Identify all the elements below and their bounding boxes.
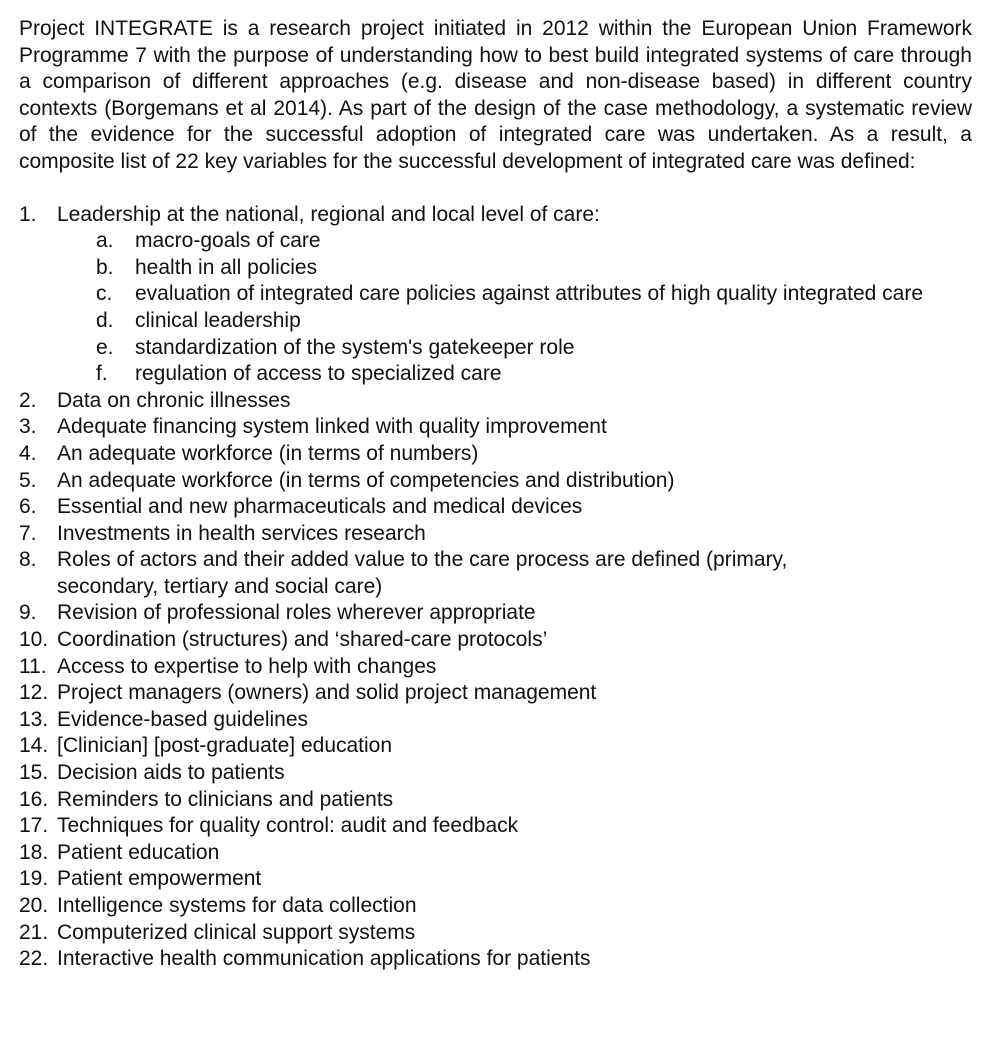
list-item (19, 547, 976, 600)
item-number: 16. (19, 787, 49, 811)
item-text: Evidence-based guidelines (57, 707, 309, 731)
sub-item-letter: f. (96, 362, 108, 386)
list-item (19, 494, 976, 521)
item-number: 22. (19, 947, 49, 971)
item-number: 4. (19, 441, 37, 465)
sub-list-item (96, 361, 976, 388)
sub-item-letter: a. (96, 229, 114, 253)
item-text: Project managers (owners) and solid project management (57, 681, 597, 705)
sub-item-letter: c. (96, 282, 113, 306)
item-text: Techniques for quality control: audit and feedback (57, 814, 519, 838)
list-item (19, 388, 976, 415)
item-text: Patient empowerment (57, 867, 262, 891)
sub-item-text: health in all policies (135, 255, 318, 279)
item-text: Access to expertise to help with changes (57, 654, 437, 678)
item-number: 1. (19, 202, 37, 226)
item-number: 19. (19, 867, 49, 891)
sub-list-item (96, 281, 976, 308)
list-item (19, 733, 976, 760)
item-text: An adequate workforce (in terms of numbers) (57, 441, 479, 465)
item-text: Patient education (57, 840, 220, 864)
list-item (19, 760, 976, 787)
item-number: 11. (19, 654, 47, 678)
item-number: 3. (19, 415, 37, 439)
list-item (19, 441, 976, 468)
item-text: Data on chronic illnesses (57, 388, 291, 412)
intro-paragraph: Project INTEGRATE is a research project initiated in 2012 within the European Union Framework Programme 7 with the purpose of understanding how to best build integrated systems of care through a comparison of different approaches (e.g. disease and non-disease based) in different country contexts (Borgemans et al 2014). As part of the design of the case methodology, a systematic review of the evidence for the successful adoption of integrated care was undertaken. As a result, a composite list of 22 key variables for the successful development of integrated care was defined: (19, 17, 972, 173)
list-item (19, 787, 976, 814)
list-item (19, 414, 976, 441)
list-item (19, 920, 976, 947)
list-item (19, 627, 976, 654)
item-text: Decision aids to patients (57, 761, 285, 785)
item-number: 7. (19, 521, 37, 545)
list-item (19, 468, 976, 495)
item-text: Investments in health services research (57, 521, 426, 545)
item-text: Coordination (structures) and ‘shared-care protocols’ (57, 628, 548, 652)
item-text: Essential and new pharmaceuticals and medical devices (57, 495, 583, 519)
item-number: 10. (19, 628, 49, 652)
list-item (19, 866, 976, 893)
list-item (19, 840, 976, 867)
list-item (19, 707, 976, 734)
sub-list (19, 228, 976, 388)
list-item (19, 946, 976, 973)
sub-item-text: regulation of access to specialized care (135, 362, 502, 386)
list-item (19, 680, 976, 707)
item-number: 9. (19, 601, 37, 625)
sub-item-text: evaluation of integrated care policies against attributes of high quality integrated care (135, 282, 923, 306)
item-text: Computerized clinical support systems (57, 920, 416, 944)
item-number: 17. (19, 814, 49, 838)
list-item (19, 893, 976, 920)
item-number: 20. (19, 894, 49, 917)
item-text: Roles of actors and their added value to the care process are defined (primary, secondary, tertiary and social care) (57, 548, 788, 598)
item-text: Intelligence systems for data collection (57, 894, 417, 917)
variables-list (19, 202, 976, 973)
item-text: Adequate financing system linked with quality improvement (57, 415, 607, 439)
item-text: An adequate workforce (in terms of competencies and distribution) (57, 468, 675, 492)
list-item (19, 654, 976, 681)
sub-list-item (96, 335, 976, 362)
sub-item-text: clinical leadership (135, 308, 301, 332)
sub-item-letter: e. (96, 335, 114, 359)
item-text: Interactive health communication applications for patients (57, 947, 591, 971)
item-text: [Clinician] [post-graduate] education (57, 734, 393, 758)
item-text: Revision of professional roles wherever appropriate (57, 601, 536, 625)
item-text: Leadership at the national, regional and local level of care: (57, 202, 600, 226)
item-number: 14. (19, 734, 49, 758)
item-number: 2. (19, 388, 37, 412)
list-item (19, 521, 976, 548)
sub-item-text: macro-goals of care (135, 229, 321, 253)
list-item (19, 202, 976, 388)
list-item (19, 600, 976, 627)
sub-list-item (96, 308, 976, 335)
sub-item-letter: b. (96, 255, 114, 279)
sub-item-text: standardization of the system's gatekeeper role (135, 335, 575, 359)
item-number: 18. (19, 840, 49, 864)
list-item (19, 813, 976, 840)
item-text: Reminders to clinicians and patients (57, 787, 394, 811)
item-number: 6. (19, 495, 37, 519)
item-number: 12. (19, 681, 49, 705)
item-number: 13. (19, 707, 49, 731)
item-number: 8. (19, 548, 37, 572)
item-number: 15. (19, 761, 49, 785)
sub-item-letter: d. (96, 308, 114, 332)
sub-list-item (96, 228, 976, 255)
item-number: 5. (19, 468, 37, 492)
item-number: 21. (19, 920, 49, 944)
sub-list-item (96, 255, 976, 282)
